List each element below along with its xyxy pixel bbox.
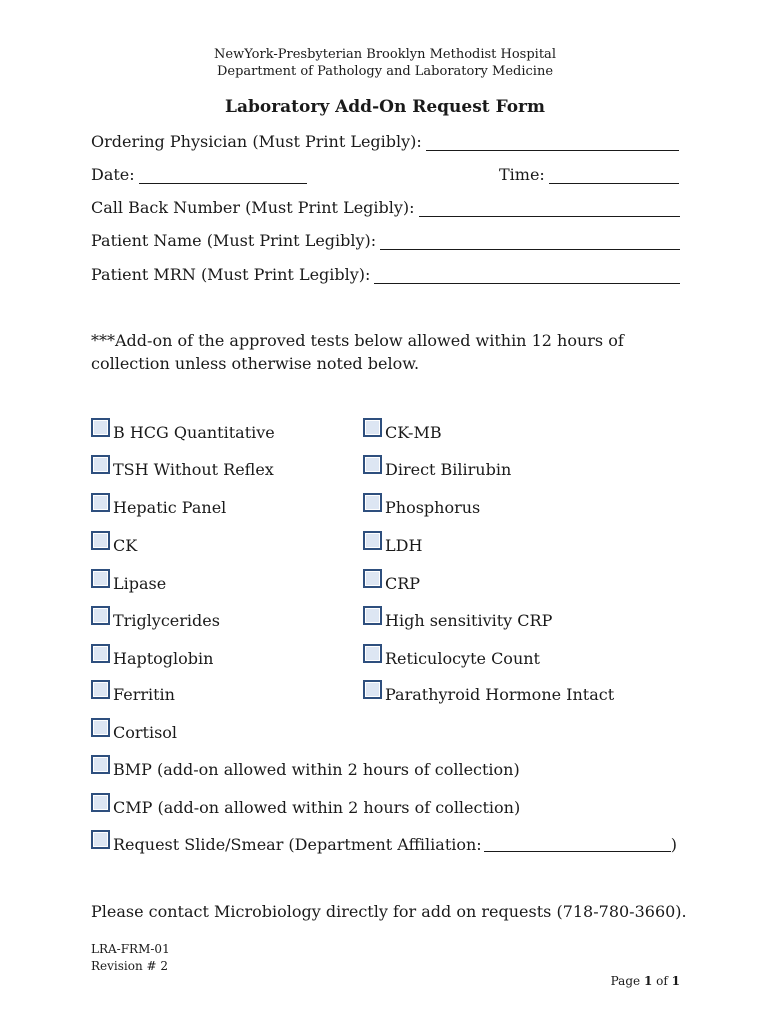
patient-name-row — [91, 231, 680, 250]
test-direct-bilirubin[interactable] — [363, 460, 511, 479]
footer-block — [91, 941, 170, 975]
test-b-hcg[interactable] — [91, 423, 275, 442]
checkbox-icon[interactable] — [91, 644, 110, 663]
checkbox-icon[interactable] — [363, 531, 382, 550]
test-label: BMP (add-on allowed within 2 hours of collection) — [113, 760, 520, 779]
microbiology-contact: Please contact Microbiology directly for add on requests (718-780-3660). — [91, 902, 687, 921]
hospital-name: NewYork-Presbyterian Brooklyn Methodist Hospital — [214, 47, 556, 62]
test-tsh[interactable] — [91, 460, 274, 479]
form-id: LRA-FRM-01 — [91, 942, 170, 956]
test-label: B HCG Quantitative — [113, 423, 275, 442]
test-ferritin[interactable] — [91, 685, 175, 704]
checkbox-icon[interactable] — [91, 418, 110, 437]
request-slide-smear[interactable] — [91, 835, 677, 854]
test-phosphorus[interactable] — [363, 498, 480, 517]
test-label: Ferritin — [113, 685, 175, 704]
call-back-input[interactable] — [419, 200, 680, 217]
checkbox-icon[interactable] — [363, 418, 382, 437]
test-ck[interactable] — [91, 536, 137, 555]
test-hepatic-panel[interactable] — [91, 498, 226, 517]
test-label: Cortisol — [113, 723, 178, 742]
checkbox-icon[interactable] — [91, 569, 110, 588]
test-label: CK — [113, 536, 138, 555]
checkbox-icon[interactable] — [363, 606, 382, 625]
test-label: CMP (add-on allowed within 2 hours of collection) — [113, 798, 521, 817]
test-bmp[interactable] — [91, 760, 520, 779]
call-back-row — [91, 198, 680, 217]
test-label: Phosphorus — [385, 498, 481, 517]
time-label: Time: — [499, 165, 545, 184]
checkbox-icon[interactable] — [91, 830, 110, 849]
checkbox-icon[interactable] — [91, 606, 110, 625]
patient-mrn-row — [91, 265, 680, 284]
test-label: Haptoglobin — [113, 649, 214, 668]
test-cortisol[interactable] — [91, 723, 177, 742]
test-ck-mb[interactable] — [363, 423, 442, 442]
time-input[interactable] — [549, 167, 679, 184]
revision: Revision # 2 — [91, 959, 169, 973]
test-label: Hepatic Panel — [113, 498, 227, 517]
checkbox-icon[interactable] — [363, 569, 382, 588]
page-of: of — [656, 974, 668, 988]
test-hs-crp[interactable] — [363, 611, 552, 630]
patient-mrn-label: Patient MRN (Must Print Legibly): — [91, 265, 371, 284]
checkbox-icon[interactable] — [91, 493, 110, 512]
page-number — [611, 974, 680, 988]
checkbox-icon[interactable] — [363, 493, 382, 512]
ordering-physician-row — [91, 132, 679, 151]
ordering-physician-label: Ordering Physician (Must Print Legibly): — [91, 132, 422, 151]
date-row — [91, 165, 307, 184]
test-lipase[interactable] — [91, 574, 166, 593]
date-input[interactable] — [139, 167, 307, 184]
department-name: Department of Pathology and Laboratory Medicine — [216, 64, 554, 79]
department-affiliation-input[interactable] — [484, 833, 671, 852]
checkbox-icon[interactable] — [91, 718, 110, 737]
checkbox-icon[interactable] — [91, 755, 110, 774]
checkbox-icon[interactable] — [363, 680, 382, 699]
test-pth-intact[interactable] — [363, 685, 614, 704]
date-label: Date: — [91, 165, 135, 184]
test-reticulocyte[interactable] — [363, 649, 540, 668]
call-back-label: Call Back Number (Must Print Legibly): — [91, 198, 415, 217]
page-total: 1 — [671, 974, 680, 988]
checkbox-icon[interactable] — [91, 531, 110, 550]
patient-name-input[interactable] — [380, 233, 680, 250]
slide-request-close: ) — [670, 835, 677, 854]
patient-name-label: Patient Name (Must Print Legibly): — [91, 231, 377, 250]
test-label: Lipase — [113, 574, 167, 593]
test-cmp[interactable] — [91, 798, 520, 817]
ordering-physician-input[interactable] — [426, 134, 679, 151]
test-label: CK-MB — [385, 423, 442, 442]
test-ldh[interactable] — [363, 536, 422, 555]
test-label: Direct Bilirubin — [385, 460, 512, 479]
checkbox-icon[interactable] — [91, 455, 110, 474]
add-on-note: ***Add-on of the approved tests below allowed within 12 hours of collection unless otherwise noted below. — [91, 331, 624, 373]
page-prefix: Page — [610, 974, 641, 988]
test-label: Triglycerides — [113, 611, 220, 630]
test-label: LDH — [385, 536, 423, 555]
test-label: High sensitivity CRP — [385, 611, 553, 630]
page-current: 1 — [643, 974, 653, 988]
checkbox-icon[interactable] — [91, 680, 110, 699]
time-row — [499, 165, 679, 184]
test-label: Parathyroid Hormone Intact — [385, 685, 615, 704]
test-triglycerides[interactable] — [91, 611, 220, 630]
test-haptoglobin[interactable] — [91, 649, 213, 668]
form-title: Laboratory Add-On Request Form — [225, 97, 545, 117]
checkbox-icon[interactable] — [363, 644, 382, 663]
checkbox-icon[interactable] — [363, 455, 382, 474]
test-crp[interactable] — [363, 574, 420, 593]
test-label: Reticulocyte Count — [385, 649, 540, 668]
test-label: TSH Without Reflex — [113, 460, 274, 479]
patient-mrn-input[interactable] — [374, 267, 680, 284]
checkbox-icon[interactable] — [91, 793, 110, 812]
slide-request-label: Request Slide/Smear (Department Affiliation: — [113, 835, 482, 854]
test-label: CRP — [385, 574, 421, 593]
